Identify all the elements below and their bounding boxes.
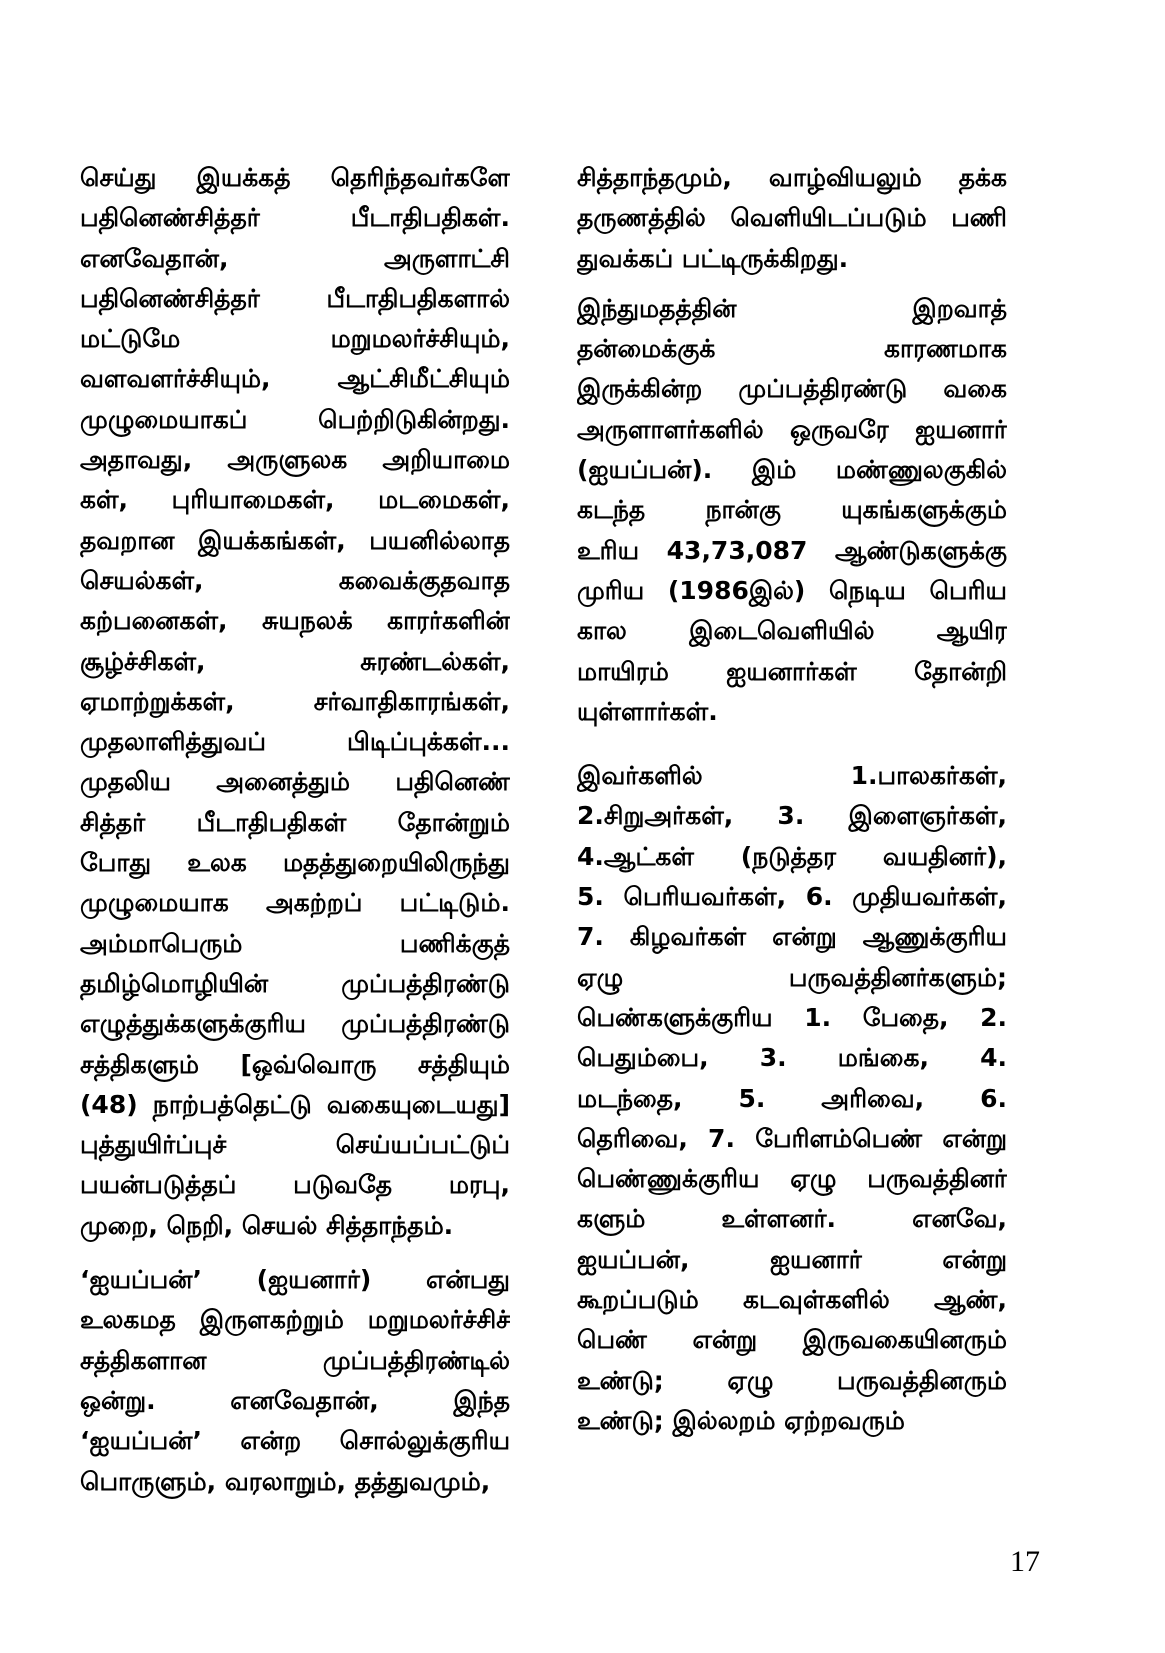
- text-line: பொருளும், வரலாறும், தத்துவமும்,: [80, 1466, 491, 1496]
- left-text-column: [80, 158, 510, 1502]
- text-line: முறை, நெறி, செயல் சித்தாந்தம்.: [80, 1210, 454, 1240]
- text-line: (ஐயப்பன்). இம் மண்ணுலகுகில்: [577, 455, 1007, 485]
- text-line: ஒன்று. எனவேதான், இந்த: [80, 1385, 510, 1415]
- text-line: சூழ்ச்சிகள், சுரண்டல்கள்,: [80, 646, 510, 676]
- text-line: சத்திகளும் [ஒவ்வொரு சத்தியும்: [80, 1049, 510, 1079]
- text-line: தருணத்தில் வெளியிடப்படும் பணி: [577, 203, 1007, 233]
- text-line: மாயிரம் ஐயனார்கள் தோன்றி: [577, 656, 1007, 686]
- text-line: செய்து இயக்கத் தெரிந்தவர்களே: [80, 163, 510, 192]
- text-line: பெண்ணுக்குரிய ஏழு பருவத்தினர்: [577, 1164, 1007, 1194]
- text-line: கற்பனைகள், சுயநலக் காரர்களின்: [80, 606, 510, 636]
- text-line: ‘ஐயப்பன்’ என்ற சொல்லுக்குரிய: [80, 1426, 510, 1456]
- left-paragraph-2: [80, 1260, 510, 1502]
- text-line: முழுமையாக அகற்றப் பட்டிடும்.: [80, 888, 510, 918]
- text-line: கால இடைவெளியில் ஆயிர: [577, 616, 1007, 646]
- text-line: போது உலக மதத்துறையிலிருந்து: [80, 848, 510, 878]
- right-text-column: [577, 158, 1007, 1441]
- text-line: புத்துயிர்ப்புச் செய்யப்பட்டுப்: [80, 1130, 510, 1160]
- text-line: தமிழ்மொழியின் முப்பத்திரண்டு: [80, 968, 510, 998]
- text-line: முரிய (1986இல்) நெடிய பெரிய: [577, 575, 1007, 605]
- text-line: கள், புரியாமைகள், மடமைகள்,: [80, 485, 510, 515]
- right-paragraph-3: [577, 756, 1007, 1441]
- text-line: 2.சிறுஅர்கள், 3. இளைஞர்கள்,: [577, 801, 1007, 831]
- text-line: வளவளர்ச்சியும், ஆட்சிமீட்சியும்: [80, 364, 510, 394]
- text-line: சித்தாந்தமும், வாழ்வியலும் தக்க: [577, 163, 1007, 192]
- text-line: (48) நாற்பத்தெட்டு வகையுடையது]: [80, 1089, 510, 1119]
- text-line: உலகமத இருளகற்றும் மறுமலர்ச்சிச்: [80, 1305, 510, 1335]
- text-line: துவக்கப் பட்டிருக்கிறது.: [577, 243, 849, 273]
- text-line: பெண்களுக்குரிய 1. பேதை, 2.: [577, 1002, 1007, 1032]
- text-line: முழுமையாகப் பெற்றிடுகின்றது.: [80, 404, 510, 434]
- text-line: அதாவது, அருளுலக அறியாமை: [80, 445, 510, 475]
- text-line: 5. பெரியவர்கள், 6. முதியவர்கள்,: [577, 882, 1007, 912]
- text-line: தவறான இயக்கங்கள், பயனில்லாத: [80, 525, 510, 555]
- text-line: ஏமாற்றுக்கள், சர்வாதிகாரங்கள்,: [80, 686, 510, 716]
- text-line: ஐயப்பன், ஐயனார் என்று: [577, 1244, 1007, 1274]
- text-line: 4.ஆட்கள் (நடுத்தர வயதினர்),: [577, 841, 1007, 871]
- text-line: பயன்படுத்தப் படுவதே மரபு,: [80, 1170, 510, 1200]
- text-line: பதினெண்சித்தர் பீடாதிபதிகள்.: [80, 203, 510, 233]
- text-line: முதலாளித்துவப் பிடிப்புக்கள்...: [80, 727, 510, 757]
- text-line: செயல்கள், கவைக்குதவாத: [80, 565, 510, 595]
- text-line: எனவேதான், அருளாட்சி: [80, 243, 510, 273]
- text-line: கடந்த நான்கு யுகங்களுக்கும்: [577, 495, 1007, 525]
- left-paragraph-1: [80, 158, 510, 1246]
- text-line: அருளாளர்களில் ஒருவரே ஐயனார்: [577, 414, 1007, 444]
- text-line: 7. கிழவர்கள் என்று ஆணுக்குரிய: [577, 922, 1007, 952]
- text-line: ஏழு பருவத்தினர்களும்;: [577, 962, 1007, 992]
- text-line: இந்துமதத்தின் இறவாத்: [577, 293, 1007, 323]
- right-paragraph-2: [577, 289, 1007, 732]
- text-line: யுள்ளார்கள்.: [577, 696, 718, 726]
- text-line: தெரிவை, 7. பேரிளம்பெண் என்று: [577, 1123, 1007, 1153]
- text-line: சத்திகளான முப்பத்திரண்டில்: [80, 1345, 510, 1375]
- text-line: முதலிய அனைத்தும் பதினெண்: [80, 767, 510, 797]
- text-line: உண்டு; இல்லறம் ஏற்றவரும்: [577, 1405, 905, 1435]
- page-number: 17: [1010, 1545, 1040, 1578]
- text-line: இவர்களில் 1.பாலகர்கள்,: [577, 761, 1007, 791]
- text-line: களும் உள்ளனர். எனவே,: [577, 1204, 1007, 1234]
- text-line: மட்டுமே மறுமலர்ச்சியும்,: [80, 324, 510, 354]
- text-line: மடந்தை, 5. அரிவை, 6.: [577, 1083, 1007, 1113]
- text-line: உண்டு; ஏழு பருவத்தினரும்: [577, 1365, 1007, 1395]
- text-line: அம்மாபெரும் பணிக்குத்: [80, 928, 510, 958]
- text-line: பெண் என்று இருவகையினரும்: [577, 1325, 1007, 1355]
- text-line: ‘ஐயப்பன்’ (ஐயனார்) என்பது: [80, 1265, 510, 1295]
- text-line: பதினெண்சித்தர் பீடாதிபதிகளால்: [80, 283, 510, 313]
- text-line: தன்மைக்குக் காரணமாக: [577, 334, 1007, 364]
- right-paragraph-1: [577, 158, 1007, 279]
- text-line: எழுத்துக்களுக்குரிய முப்பத்திரண்டு: [80, 1009, 510, 1039]
- text-line: சித்தர் பீடாதிபதிகள் தோன்றும்: [80, 807, 510, 837]
- text-line: பெதும்பை, 3. மங்கை, 4.: [577, 1043, 1007, 1073]
- text-line: கூறப்படும் கடவுள்களில் ஆண்,: [577, 1285, 1007, 1315]
- text-line: உரிய 43,73,087 ஆண்டுகளுக்கு: [577, 535, 1007, 565]
- text-line: இருக்கின்ற முப்பத்திரண்டு வகை: [577, 374, 1007, 404]
